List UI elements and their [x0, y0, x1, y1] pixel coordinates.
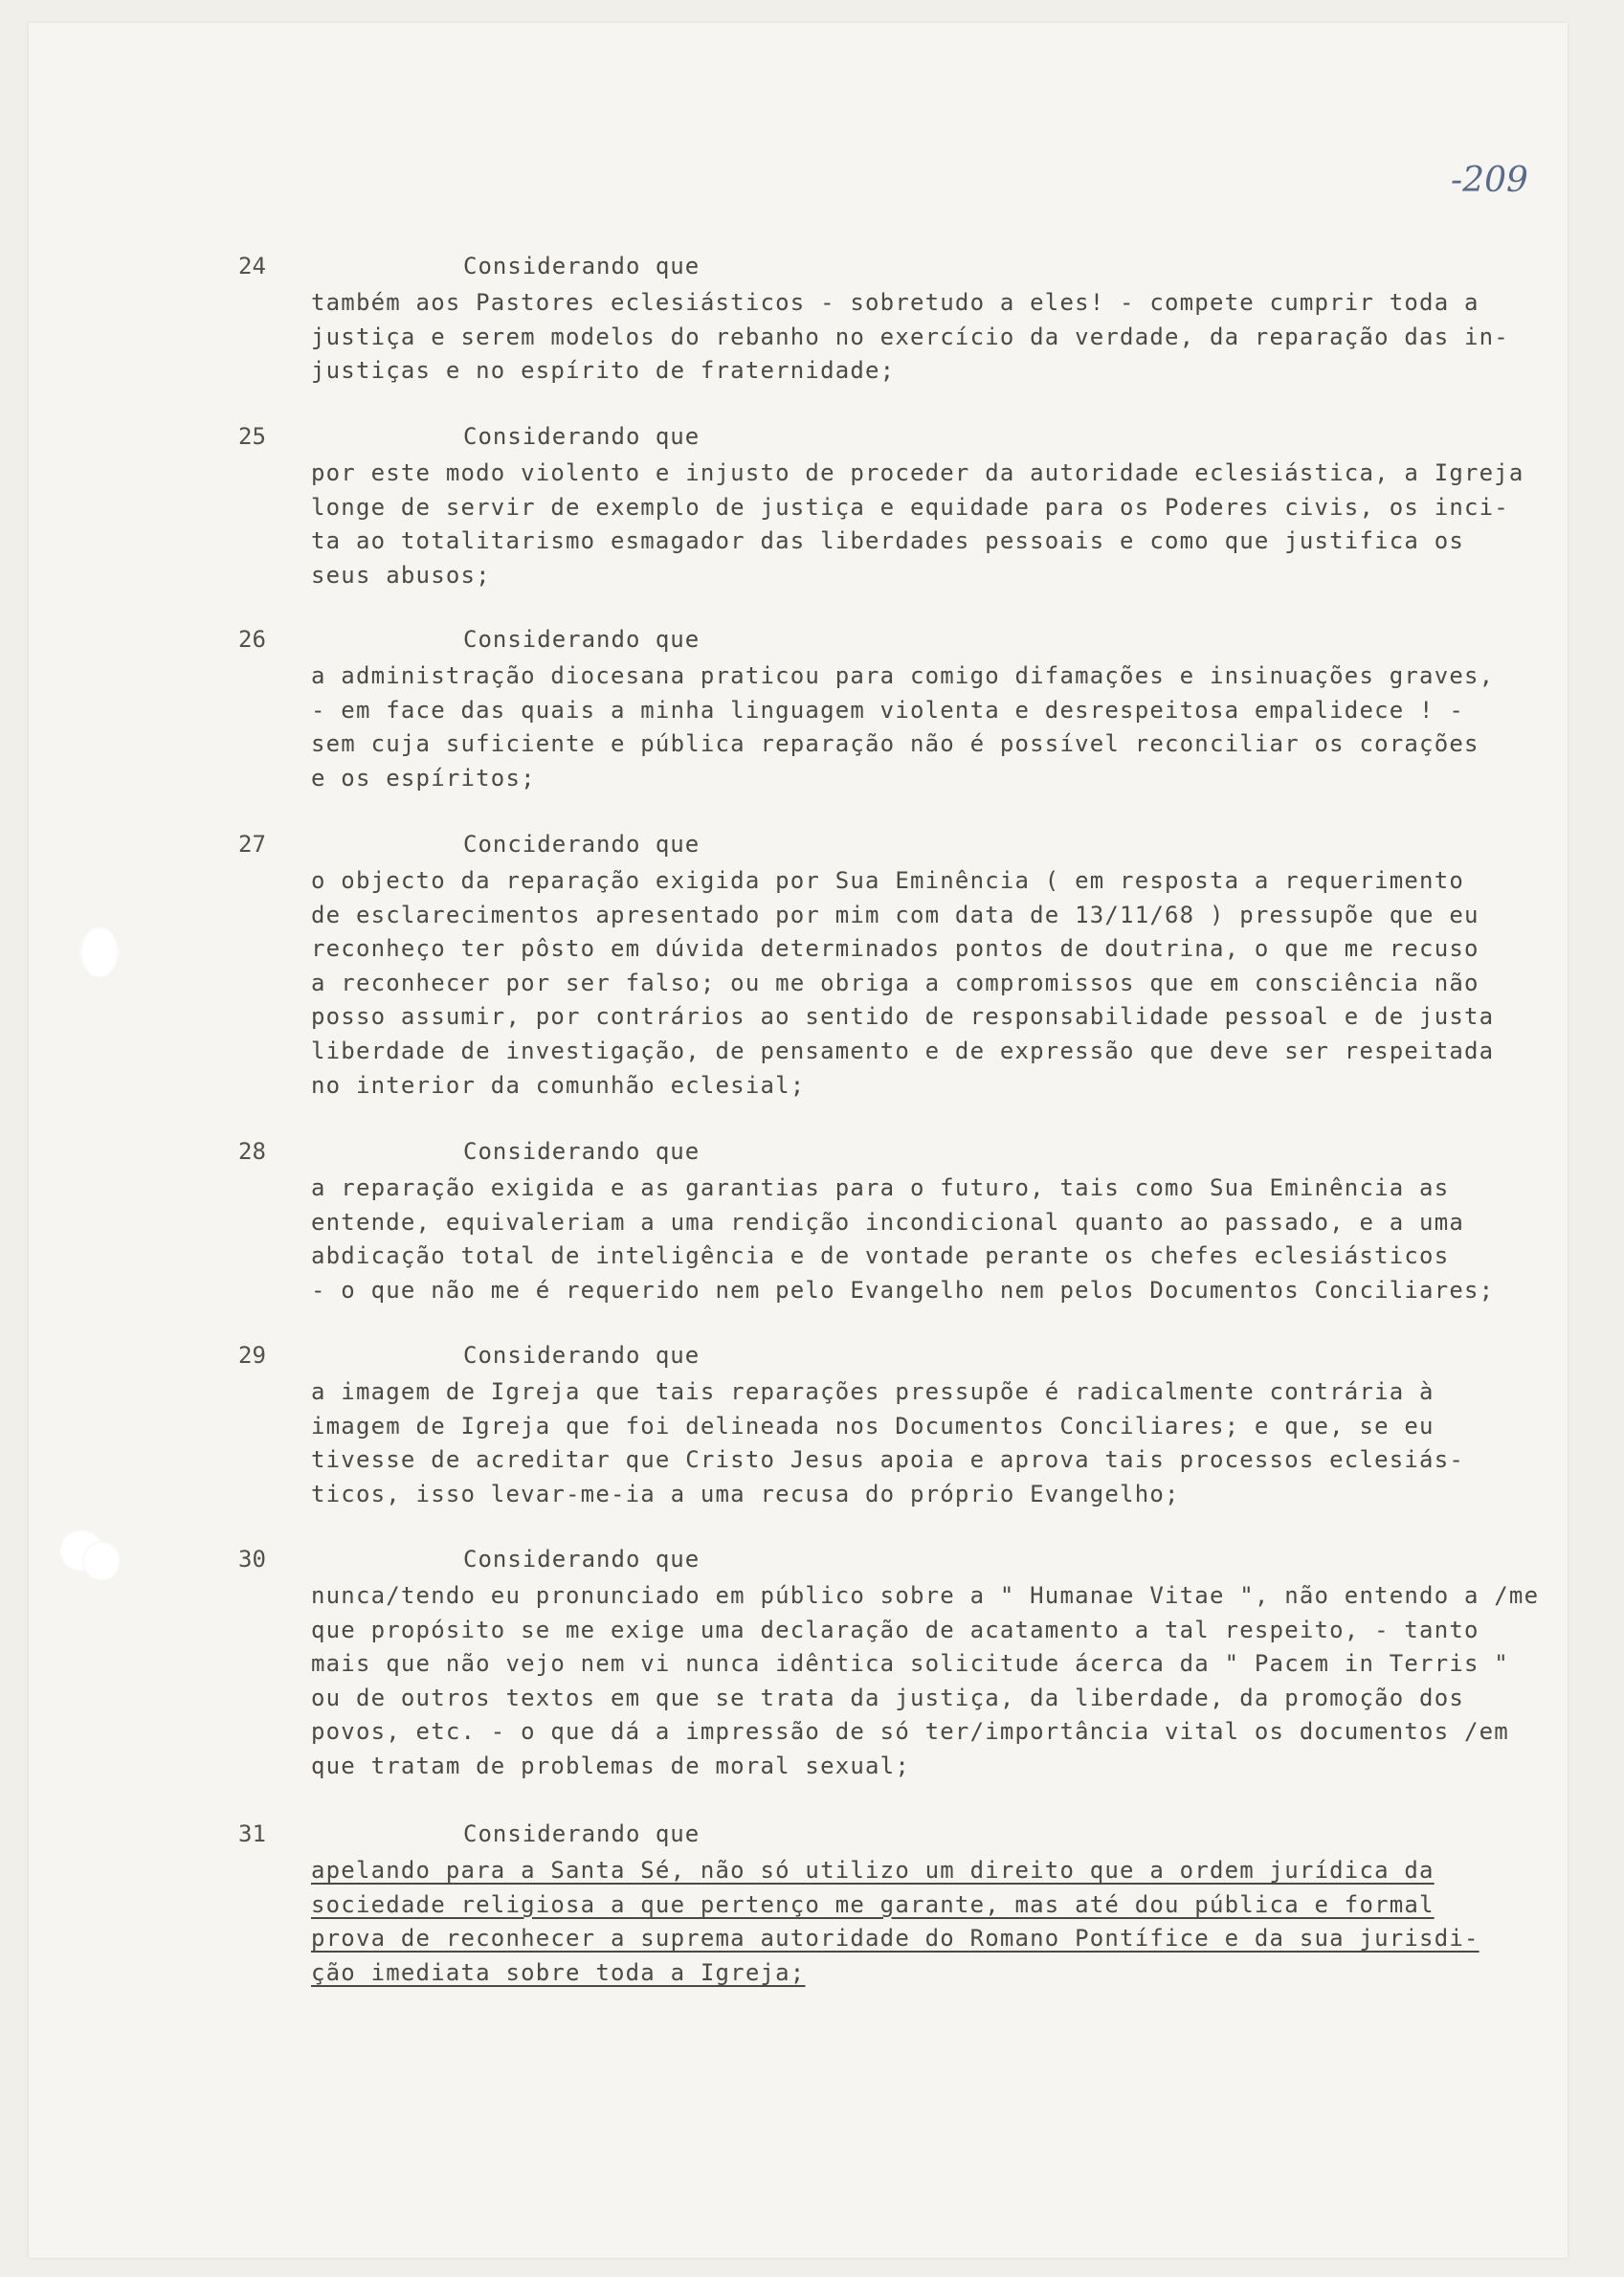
- paragraph-number: 26: [238, 626, 266, 653]
- text-line: tivesse de acreditar que Cristo Jesus apoia e aprova tais processos eclesiás-: [311, 1446, 1464, 1474]
- text-line-underlined: prova de reconhecer a suprema autoridade do Romano Pontífice e da sua jurisdi-: [311, 1925, 1479, 1953]
- paragraph-text: [311, 1375, 1555, 1511]
- text-line: - em face das quais a minha linguagem violenta e desrespeitosa empalidece ! -: [311, 696, 1464, 724]
- page-number: -209: [1451, 161, 1528, 200]
- paragraph-heading: Considerando que: [463, 1820, 701, 1847]
- punch-hole: [80, 926, 119, 978]
- paragraph-text: [311, 1579, 1555, 1784]
- text-line: que propósito se me exige uma declaração de acatamento a tal respeito, - tanto: [311, 1616, 1479, 1643]
- text-line: justiças e no espírito de fraternidade;: [311, 357, 896, 385]
- paragraph-number: 31: [238, 1820, 266, 1847]
- paragraph-number: 29: [238, 1342, 266, 1369]
- text-line: no interior da comunhão eclesial;: [311, 1071, 806, 1099]
- paragraph-text: [311, 1854, 1555, 1990]
- punch-hole: [82, 1541, 121, 1581]
- paragraph-heading: Considerando que: [463, 1342, 701, 1369]
- paragraph-heading: Considerando que: [463, 626, 701, 653]
- text-line: povos, etc. - o que dá a impressão de só ter/importância vital os documentos /em: [311, 1718, 1509, 1746]
- paragraph-number: 24: [238, 253, 266, 279]
- paragraph-text: [311, 286, 1555, 389]
- text-line: a reparação exigida e as garantias para o futuro, tais como Sua Eminência as: [311, 1174, 1450, 1201]
- text-line: entende, equivaleriam a uma rendição incondicional quanto ao passado, e a uma: [311, 1208, 1464, 1236]
- text-line: posso assumir, por contrários ao sentido de responsabilidade pessoal e de justa: [311, 1003, 1495, 1031]
- text-line: nunca/tendo eu pronunciado em público sobre a " Humanae Vitae ", não entendo a /me: [311, 1582, 1540, 1609]
- paragraph-number: 25: [238, 423, 266, 450]
- text-line: a reconhecer por ser falso; ou me obriga a compromissos que em consciência não: [311, 969, 1479, 996]
- paragraph-number: 30: [238, 1546, 266, 1573]
- text-line: longe de servir de exemplo de justiça e equidade para os Poderes civis, os inci-: [311, 493, 1509, 521]
- text-line: mais que não vejo nem vi nunca idêntica solicitude ácerca da " Pacem in Terris ": [311, 1650, 1509, 1678]
- text-line: ou de outros textos em que se trata da justiça, da liberdade, da promoção dos: [311, 1684, 1464, 1711]
- text-line-underlined: apelando para a Santa Sé, não só utilizo um direito que a ordem jurídica da: [311, 1857, 1435, 1884]
- text-line: o objecto da reparação exigida por Sua Eminência ( em resposta a requerimento: [311, 867, 1464, 894]
- text-line: também aos Pastores eclesiásticos - sobretudo a eles! - compete cumprir toda a: [311, 289, 1479, 316]
- text-line-underlined: sociedade religiosa a que pertenço me garante, mas até dou pública e formal: [311, 1890, 1435, 1918]
- paragraph-heading: Considerando que: [463, 253, 701, 279]
- paragraph-text: [311, 457, 1555, 592]
- paragraph-number: 28: [238, 1138, 266, 1165]
- text-line: reconheço ter pôsto em dúvida determinados pontos de doutrina, o que me recuso: [311, 935, 1479, 963]
- text-line-underlined: ção imediata sobre toda a Igreja;: [311, 1958, 806, 1986]
- paragraph-heading: Considerando que: [463, 1138, 701, 1165]
- text-line: justiça e serem modelos do rebanho no exercício da verdade, da reparação das in-: [311, 323, 1509, 350]
- paragraph-text: [311, 864, 1555, 1103]
- paragraph-text: [311, 659, 1555, 795]
- text-line: abdicação total de inteligência e de vontade perante os chefes eclesiásticos: [311, 1242, 1450, 1270]
- text-line: de esclarecimentos apresentado por mim com data de 13/11/68 ) pressupõe que eu: [311, 901, 1479, 928]
- text-line: seus abusos;: [311, 561, 491, 589]
- text-line: e os espíritos;: [311, 764, 536, 792]
- paragraph-text: [311, 1172, 1555, 1307]
- paragraph-heading: Considerando que: [463, 1546, 701, 1573]
- text-line: imagem de Igreja que foi delineada nos Documentos Conciliares; e que, se eu: [311, 1412, 1435, 1440]
- text-line: que tratam de problemas de moral sexual;: [311, 1752, 910, 1779]
- text-line: liberdade de investigação, de pensamento e de expressão que deve ser respeitada: [311, 1037, 1495, 1064]
- text-line: a administração diocesana praticou para comigo difamações e insinuações graves,: [311, 662, 1495, 689]
- paragraph-heading: Conciderando que: [463, 831, 701, 858]
- text-line: - o que não me é requerido nem pelo Evangelho nem pelos Documentos Conciliares;: [311, 1276, 1495, 1304]
- text-line: ta ao totalitarismo esmagador das liberdades pessoais e como que justifica os: [311, 527, 1464, 555]
- paragraph-heading: Considerando que: [463, 423, 701, 450]
- text-line: a imagem de Igreja que tais reparações pressupõe é radicalmente contrária à: [311, 1378, 1435, 1405]
- text-line: ticos, isso levar-me-ia a uma recusa do próprio Evangelho;: [311, 1480, 1180, 1507]
- text-line: por este modo violento e injusto de proceder da autoridade eclesiástica, a Igreja: [311, 459, 1524, 486]
- paragraph-number: 27: [238, 831, 266, 858]
- text-line: sem cuja suficiente e pública reparação não é possível reconciliar os corações: [311, 730, 1479, 758]
